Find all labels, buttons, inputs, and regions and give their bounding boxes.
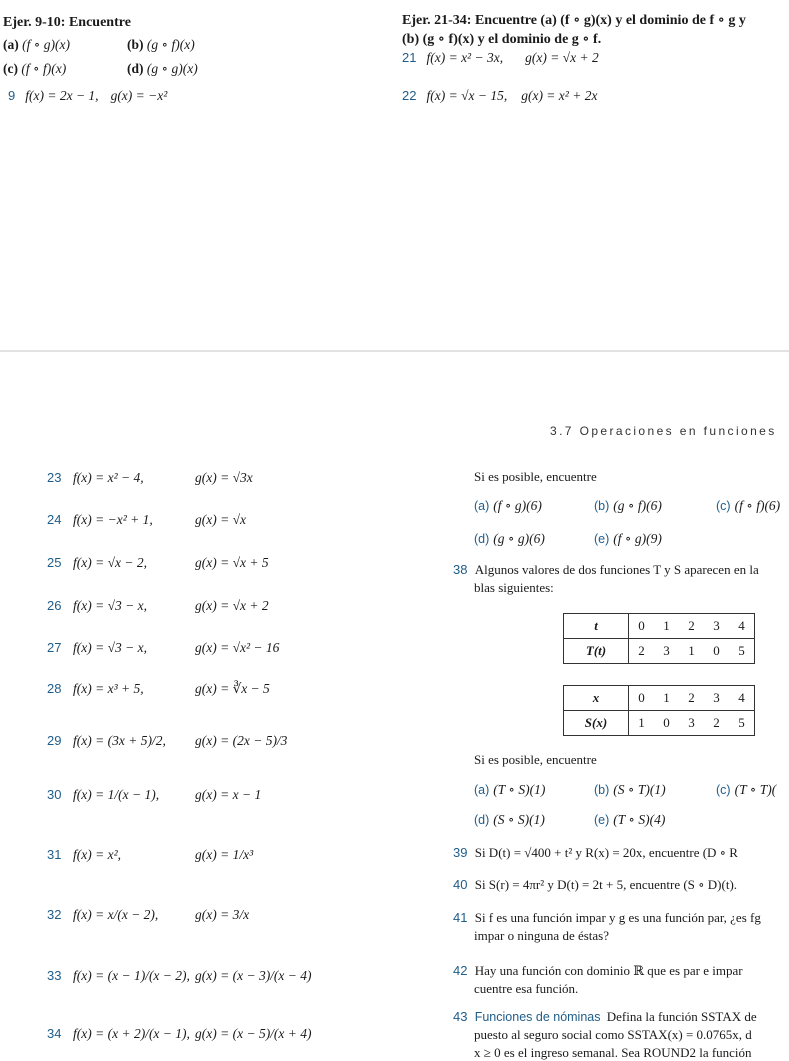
table-header-cell: t [564, 614, 629, 639]
part-label: (b) [594, 499, 610, 513]
part-e [594, 530, 662, 548]
part-label: (e) [594, 532, 610, 546]
exercise-25 [47, 554, 269, 572]
intro-text-2: Si es posible, encuentre [474, 752, 597, 767]
table-cell: 1 [688, 643, 695, 658]
exercise-42 [453, 963, 743, 979]
exercise-g: g(x) = −x² [110, 88, 168, 103]
exercise-text: Si f es una función impar y g es una función par, ¿es fg [474, 910, 761, 925]
exercise-39 [453, 845, 738, 861]
exercise-number: 24 [47, 512, 62, 527]
table-cell: 3 [704, 614, 729, 639]
exercise-number: 27 [47, 640, 62, 655]
table-cell: 3 [688, 715, 695, 730]
exercise-number: 32 [47, 907, 62, 922]
part-label: (d) [474, 532, 490, 546]
exercise-43-cont-2: x ≥ 0 es el ingreso semanal. Sea ROUND2 la función [474, 1045, 752, 1060]
table-cell: 2 [638, 643, 645, 658]
exercise-38 [453, 562, 759, 578]
table-cell: 5 [738, 643, 745, 658]
exercise-f: f(x) = (x + 2)/(x − 1), [73, 1026, 190, 1041]
part-b-2 [594, 781, 666, 799]
option-label: (d) [127, 61, 144, 76]
exercise-number: 43 [453, 1009, 468, 1024]
exercise-g: g(x) = √x + 2 [195, 598, 269, 613]
exercise-f: f(x) = √x − 2, [73, 555, 147, 570]
exercise-27 [47, 639, 279, 657]
part-label: (a) [474, 783, 490, 797]
part-expr: (T ∘ T)( [734, 782, 777, 797]
part-label: (c) [716, 783, 731, 797]
exercise-number: 33 [47, 968, 62, 983]
exercise-g: g(x) = √x [195, 512, 246, 527]
exercise-g: g(x) = x − 1 [195, 787, 262, 802]
table-cell: 1 [654, 686, 679, 711]
option-expr: (f ∘ f)(x) [21, 61, 67, 76]
option-label: (c) [3, 61, 18, 76]
table-cell: 1 [638, 715, 645, 730]
part-expr: (S ∘ T)(1) [613, 782, 666, 797]
running-head: 3.7 Operaciones en funciones [550, 424, 777, 438]
table-cell: 5 [738, 715, 745, 730]
exercise-f: f(x) = x², [73, 847, 122, 862]
exercise-41 [453, 910, 761, 926]
exercise-group-heading: Ejer. 9-10: Encuentre [3, 15, 131, 30]
exercise-f: f(x) = (x − 1)/(x − 2), [73, 968, 190, 983]
exercise-f: f(x) = x/(x − 2), [73, 907, 159, 922]
exercise-38-cont: blas siguientes: [474, 580, 554, 595]
exercise-text: Hay una función con dominio ℝ que es par e impar [474, 963, 743, 978]
exercise-g: g(x) = √3x [195, 470, 253, 485]
table-cell: 0 [713, 643, 720, 658]
exercise-text: Si D(t) = √400 + t² y R(x) = 20x, encuentre (D ∘ R [474, 845, 738, 860]
exercise-number: 25 [47, 555, 62, 570]
exercise-number: 22 [402, 88, 417, 103]
exercise-31 [47, 846, 253, 864]
exercise-f: f(x) = 1/(x − 1), [73, 787, 160, 802]
part-label: (e) [594, 813, 610, 827]
exercise-9 [8, 87, 167, 105]
part-expr: (g ∘ g)(6) [493, 531, 545, 546]
part-expr: (T ∘ S)(1) [493, 782, 546, 797]
exercise-text: Defina la función SSTAX de [606, 1009, 757, 1024]
option-label: (a) [3, 37, 19, 52]
exercise-22 [402, 87, 597, 105]
exercise-f: f(x) = √3 − x, [73, 598, 147, 613]
exercise-number: 26 [47, 598, 62, 613]
exercise-33 [47, 967, 312, 985]
option-expr: (f ∘ g)(x) [22, 37, 70, 52]
exercise-f: f(x) = x² − 4, [73, 470, 144, 485]
table-cell: 1 [654, 614, 679, 639]
part-expr: (f ∘ g)(9) [613, 531, 662, 546]
intro-text: Si es posible, encuentre [474, 469, 597, 484]
exercise-f: f(x) = −x² + 1, [73, 512, 153, 527]
table-cell: 3 [663, 643, 670, 658]
exercise-41-cont: impar o ninguna de éstas? [474, 928, 610, 943]
exercise-number: 42 [453, 963, 468, 978]
table-cell: 2 [679, 614, 704, 639]
exercise-number: 39 [453, 845, 468, 860]
exercise-number: 23 [47, 470, 62, 485]
option-b [127, 37, 195, 53]
exercise-f: f(x) = √x − 15, [426, 88, 508, 103]
exercise-43 [453, 1009, 757, 1025]
exercise-number: 29 [47, 733, 62, 748]
option-a [3, 37, 70, 53]
exercise-29 [47, 732, 287, 750]
exercise-g: g(x) = √x + 2 [525, 50, 599, 65]
exercise-number: 30 [47, 787, 62, 802]
exercise-g: g(x) = √x² − 16 [195, 640, 280, 655]
part-expr: (g ∘ f)(6) [613, 498, 662, 513]
table-cell: 3 [704, 686, 729, 711]
part-label: (d) [474, 813, 490, 827]
exercise-26 [47, 597, 269, 615]
part-expr: (S ∘ S)(1) [493, 812, 545, 827]
exercise-g: g(x) = (x − 3)/(x − 4) [195, 968, 312, 983]
exercise-g: g(x) = 1/x³ [195, 847, 254, 862]
table-cell: 2 [713, 715, 720, 730]
page-divider [0, 350, 789, 352]
exercise-g: g(x) = 3/x [195, 907, 250, 922]
option-expr: (g ∘ f)(x) [146, 37, 195, 52]
exercise-f: f(x) = √3 − x, [73, 640, 147, 655]
option-d [127, 61, 198, 77]
part-b [594, 497, 662, 515]
table-cell: 0 [629, 614, 655, 639]
exercise-group-heading-2: Ejer. 21-34: Encuentre (a) (f ∘ g)(x) y el dominio de f ∘ g y [402, 13, 746, 28]
exercise-g: g(x) = ∛x − 5 [195, 681, 270, 696]
part-expr: (T ∘ S)(4) [613, 812, 666, 827]
part-e-2 [594, 811, 665, 829]
exercise-number: 9 [8, 88, 16, 103]
exercise-number: 21 [402, 50, 417, 65]
table-cell: 0 [629, 686, 655, 711]
exercise-number: 28 [47, 681, 62, 696]
table-T [563, 613, 755, 664]
part-d [474, 530, 545, 548]
exercise-number: 34 [47, 1026, 62, 1041]
exercise-text: Si S(r) = 4πr² y D(t) = 2t + 5, encuentre (S ∘ D)(t). [474, 877, 738, 892]
exercise-f: f(x) = x² − 3x, [426, 50, 504, 65]
table-header-cell: x [564, 686, 629, 711]
part-expr: (f ∘ g)(6) [493, 498, 542, 513]
part-c-2 [716, 781, 776, 799]
exercise-30 [47, 786, 261, 804]
exercise-42-cont: cuentre esa función. [474, 981, 579, 996]
table-cell: 0 [663, 715, 670, 730]
table-S [563, 685, 755, 736]
exercise-text: Algunos valores de dos funciones T y S aparecen en la [474, 562, 759, 577]
part-a [474, 497, 542, 515]
table-cell: 2 [679, 686, 704, 711]
exercise-group-heading-2b: (b) (g ∘ f)(x) y el dominio de g ∘ f. [402, 32, 602, 47]
exercise-f: f(x) = (3x + 5)/2, [73, 733, 166, 748]
table-cell: 4 [729, 614, 755, 639]
part-label: (c) [716, 499, 731, 513]
table-header-cell: T(t) [564, 639, 629, 664]
exercise-title: Funciones de nóminas [474, 1010, 601, 1024]
part-label: (b) [594, 783, 610, 797]
part-label: (a) [474, 499, 490, 513]
exercise-32 [47, 906, 249, 924]
part-c [716, 497, 780, 515]
exercise-number: 31 [47, 847, 62, 862]
exercise-g: g(x) = (x − 5)/(x + 4) [195, 1026, 312, 1041]
table-header-cell: S(x) [564, 711, 629, 736]
exercise-34 [47, 1025, 312, 1043]
exercise-40 [453, 877, 737, 893]
exercise-f: f(x) = x³ + 5, [73, 681, 144, 696]
exercise-g: g(x) = √x + 5 [195, 555, 269, 570]
exercise-g: g(x) = x² + 2x [521, 88, 598, 103]
part-d-2 [474, 811, 545, 829]
part-expr: (f ∘ f)(6) [734, 498, 781, 513]
exercise-f: f(x) = 2x − 1, [25, 88, 99, 103]
exercise-23 [47, 469, 253, 487]
exercise-28 [47, 680, 270, 698]
table-cell: 4 [729, 686, 755, 711]
exercise-43-cont: puesto al seguro social como SSTAX(x) = 0.0765x, d [474, 1027, 752, 1042]
exercise-g: g(x) = (2x − 5)/3 [195, 733, 288, 748]
option-label: (b) [127, 37, 144, 52]
part-a-2 [474, 781, 545, 799]
exercise-number: 40 [453, 877, 468, 892]
option-expr: (g ∘ g)(x) [146, 61, 198, 76]
exercise-number: 38 [453, 562, 468, 577]
option-c [3, 61, 66, 77]
exercise-24 [47, 511, 246, 529]
exercise-21 [402, 49, 599, 67]
exercise-number: 41 [453, 910, 468, 925]
